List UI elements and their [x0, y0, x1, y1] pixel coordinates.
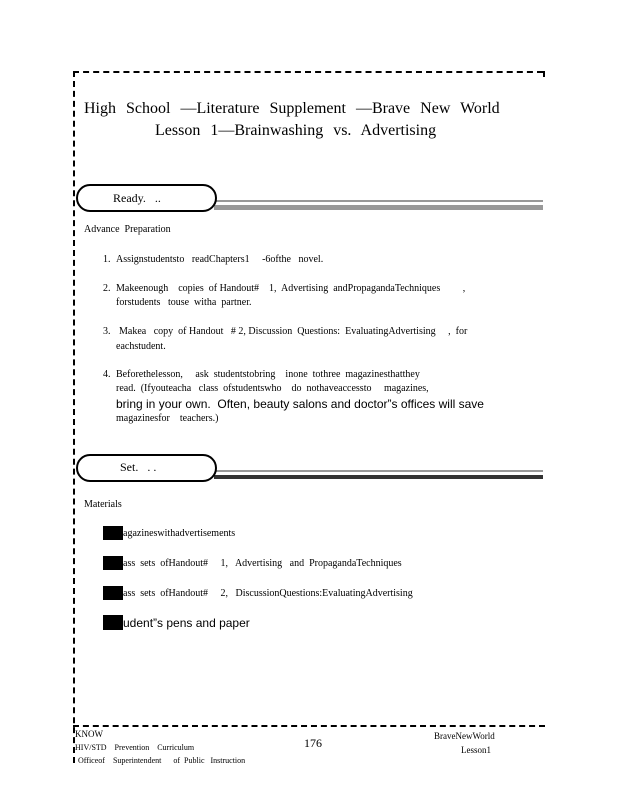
set-banner-line-thin: [214, 470, 543, 472]
prep-item-2-number: 2.: [103, 283, 111, 294]
prep-item-4-line1: Beforethelesson, ask studentstobring inone tothree magazinesthatthey: [116, 369, 420, 380]
page-number: 176: [304, 736, 322, 750]
footer-book-title: BraveNewWorld: [434, 731, 495, 741]
page-title-line-1: High School —Literature Supplement —Brave New World: [84, 100, 500, 117]
prep-item-4-line2: read. (Ifyouteacha class ofstudentswho do nothaveaccessto magazines,: [116, 383, 429, 394]
footer-curriculum: HIV/STD Prevention Curriculum: [75, 743, 195, 752]
footer-know: KNOW: [75, 729, 103, 739]
ready-banner-line-thick: [214, 205, 543, 210]
prep-item-4-line3: bring in your own. Often, beauty salons and doctor”s offices will save: [116, 397, 484, 411]
redaction-block-1: [103, 526, 123, 540]
frame-bottom-border: [73, 725, 545, 727]
ready-banner-line-thin: [214, 200, 543, 202]
advance-preparation-heading: Advance Preparation: [84, 224, 171, 235]
prep-item-4-number: 4.: [103, 369, 111, 380]
set-banner-line-thick: [214, 475, 543, 479]
frame-left-border: [73, 71, 75, 763]
prep-item-2-line2: forstudents touse witha partner.: [116, 297, 252, 308]
frame-top-border: [73, 71, 543, 73]
materials-item-4: udent”s pens and paper: [123, 616, 250, 630]
prep-item-3-line2: eachstudent.: [116, 341, 166, 352]
footer-lesson: Lesson1: [461, 745, 491, 755]
footer-office: Officeof Superintendent of Public Instruction: [78, 756, 246, 765]
prep-item-4-line4: magazinesfor teachers.): [116, 413, 219, 424]
redaction-block-4: [103, 615, 123, 630]
prep-item-2-line1: Makeenough copies of Handout# 1, Advertising andPropagandaTechniques ,: [116, 283, 466, 294]
materials-item-3: ass sets ofHandout# 2, DiscussionQuestions:EvaluatingAdvertising: [123, 588, 413, 599]
frame-right-border: [543, 71, 545, 77]
redaction-block-3: [103, 586, 123, 600]
materials-item-1: agazineswithadvertisements: [123, 528, 236, 539]
prep-item-1-number: 1.: [103, 254, 111, 265]
page-title-line-2: Lesson 1—Brainwashing vs. Advertising: [155, 122, 437, 139]
materials-item-2: ass sets ofHandout# 1, Advertising and PropagandaTechniques: [123, 558, 402, 569]
prep-item-3-line1: Makea copy of Handout # 2, Discussion Questions: EvaluatingAdvertising , for: [119, 326, 468, 337]
prep-item-3-number: 3.: [103, 326, 111, 337]
set-section-label: Set. . .: [120, 460, 157, 474]
ready-section-label: Ready. ..: [113, 191, 161, 205]
redaction-block-2: [103, 556, 123, 570]
materials-heading: Materials: [84, 499, 122, 510]
prep-item-1-text: Assignstudentsto readChapters1 -6ofthe novel.: [116, 254, 324, 265]
